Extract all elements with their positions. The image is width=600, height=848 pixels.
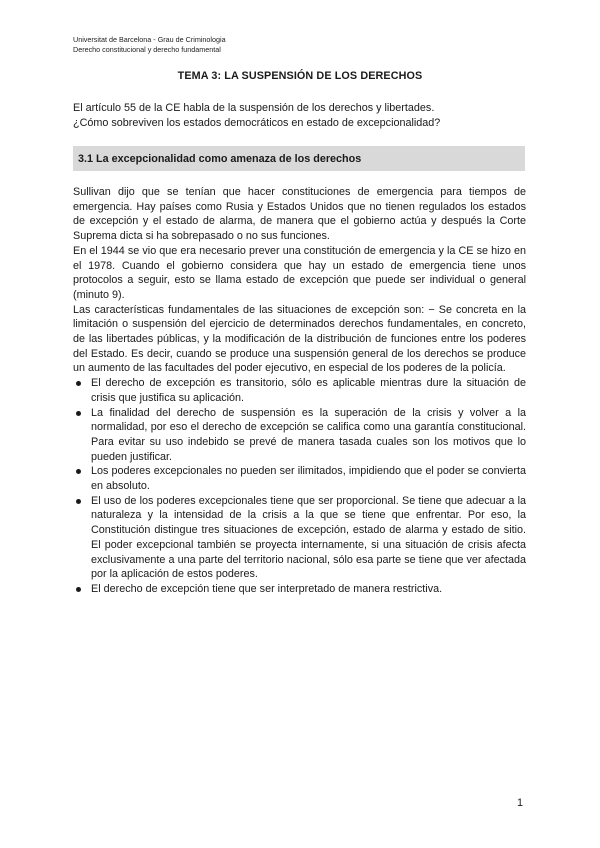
bullet-item [90, 376, 526, 405]
bullet-text: El derecho de excepción es transitorio, sólo es aplicable mientras dure la situación de crisis que justifica su aplicación. [91, 377, 526, 404]
bullet-item [90, 582, 526, 597]
paragraph: Las características fundamentales de las situaciones de excepción son: − Se concreta en la limitación o suspensión del ejercicio de determinados derechos fundamentales, en concreto, de las libertades públicas, y la modificación de la distribución de funciones entre los poderes del Estado. Es decir, cuando se produce una suspensión general de los derechos se produce un aumento de las facultades del poder ejecutivo, en especial de los poderes de la policía. [73, 303, 526, 375]
bullet-item [90, 406, 526, 465]
bullet-text: El uso de los poderes excepcionales tiene que ser proporcional. Se tiene que adecuar a la naturaleza y la intensidad de la crisis a la que se tiene que enfrentar. Por eso, la Constitución distingue tres situaciones de excepción, estado de alarma y estado de sitio. El poder excepcional también se proyecta internamente, si una situación de crisis afecta exclusivamente a una parte del territorio nacional, sólo esa parte se tiene que ver afectada por la aplicación de estos poderes. [91, 494, 526, 581]
bullet-item [90, 464, 526, 493]
intro-line: ¿Cómo sobreviven los estados democráticos en estado de excepcionalidad? [73, 117, 441, 129]
bullet-text: La finalidad del derecho de suspensión es la superación de la crisis y volver a la normalidad, por eso el derecho de excepción se califica como una garantía constitucional. Para evitar su uso indebido se prevé de manera tasada cuales son los motivos que lo pueden justificar. [91, 406, 526, 463]
bullet-dot-icon [76, 587, 81, 592]
bullet-dot-icon [76, 469, 81, 474]
section-heading: 3.1 La excepcionalidad como amenaza de los derechos [78, 152, 362, 165]
header-course: Derecho constitucional y derecho fundamental [73, 45, 221, 54]
page-number: 1 [517, 797, 524, 809]
header-university: Universitat de Barcelona - Grau de Criminologia [73, 35, 226, 44]
bullet-dot-icon [76, 499, 81, 504]
bullet-dot-icon [76, 381, 81, 386]
bullet-text: Los poderes excepcionales no pueden ser ilimitados, impidiendo que el poder se convierta en absoluto. [91, 465, 526, 493]
paragraph: Sullivan dijo que se tenían que hacer constituciones de emergencia para tiempos de emergencia. Hay países como Rusia y Estados Unidos que no tienen regulados los estados de excepción y el estado de alarma, de manera que el gobierno actúa y después la Corte Suprema dicta si ha sobrepasado o no sus funciones. [73, 186, 526, 243]
page-title: TEMA 3: LA SUSPENSIÓN DE LOS DERECHOS [177, 70, 423, 82]
bullet-list [73, 376, 526, 597]
bullet-text: El derecho de excepción tiene que ser interpretado de manera restrictiva. [91, 582, 443, 595]
paragraph: En el 1944 se vio que era necesario prever una constitución de emergencia y la CE se hizo en el 1978. Cuando el gobierno considera que hay un estado de emergencia tiene unos protocolos a seguir, esto se llama estado de excepción que puede ser individual o general (minuto 9). [73, 244, 526, 301]
intro-line: El artículo 55 de la CE habla de la suspensión de los derechos y libertades. [73, 102, 435, 114]
bullet-item [90, 494, 526, 582]
intro [73, 101, 533, 131]
bullet-dot-icon [76, 411, 81, 416]
section-heading-bar [73, 146, 525, 171]
section-body [73, 185, 526, 597]
